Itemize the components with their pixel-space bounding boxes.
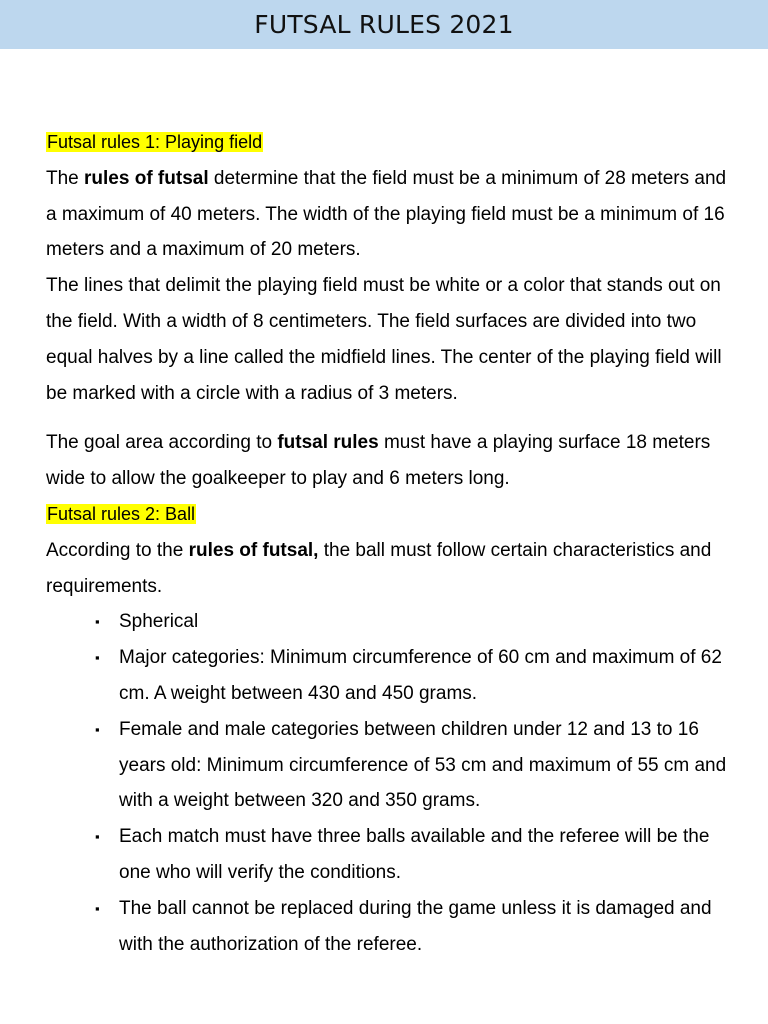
text-run: The goal area according to [46,432,278,454]
heading-highlight: Futsal rules 1: Playing field [47,132,263,152]
bold-text-run: rules of futsal [84,167,209,189]
list-item-text: Each match must have three balls available and the referee will be the one who will verify the conditions. [119,826,710,883]
text-run: must have a playing surface 18 meters wide to allow the goalkeeper to play and 6 meters long. [46,432,711,490]
paragraph-field-dimensions [46,161,736,268]
bullet-icon: ▪ [95,721,100,737]
bullet-icon: ▪ [95,614,100,630]
list-item-text: The ball cannot be replaced during the game unless it is damaged and with the authorization of the referee. [119,897,712,955]
list-item [95,819,736,891]
heading-highlight: Futsal rules 2: Ball [47,503,196,524]
list-item-text: Major categories: Minimum circumference of 60 cm and maximum of 62 cm. A weight between 430 and 450 grams. [119,647,722,704]
text-run: the ball must follow certain characteristics and requirements. [46,539,712,597]
section-heading-playing-field [46,125,736,161]
list-item-text: Spherical [119,611,199,633]
page-title: FUTSAL RULES 2021 [254,10,514,39]
text-run: determine that the field must be a minimum of 28 meters and a maximum of 40 meters. The width of the playing field must be a minimum of 16 meters and a maximum of 20 meters. [46,167,727,261]
text-run: According to the [46,539,189,561]
bold-text-run: rules of futsal, [188,539,319,561]
paragraph-ball-intro [46,533,736,605]
text-run: The [46,167,85,189]
section-heading-ball [46,497,736,533]
list-item [95,604,736,640]
list-item [95,712,736,819]
list-item [95,891,736,963]
bullet-icon: ▪ [95,829,100,845]
list-item [95,640,736,712]
paragraph-field-lines: The lines that delimit the playing field must be white or a color that stands out on the field. With a width of 8 centimeters. The field surfaces are divided into two equal halves by a line called the midfield lines. The center of the playing field will be marked with a circle with a radius of 3 meters. [46,275,722,404]
document-body [46,125,736,962]
list-item-text: Female and male categories between children under 12 and 13 to 16 years old: Minimum circumference of 53 cm and maximum of 55 cm and with a weight between 320 and 350 grams. [119,718,727,812]
title-bar [0,0,768,49]
ball-requirements-list [46,604,736,962]
paragraph-goal-area [46,425,736,497]
bullet-icon: ▪ [95,650,100,666]
bullet-icon: ▪ [95,900,100,916]
bold-text-run: futsal rules [277,432,379,454]
